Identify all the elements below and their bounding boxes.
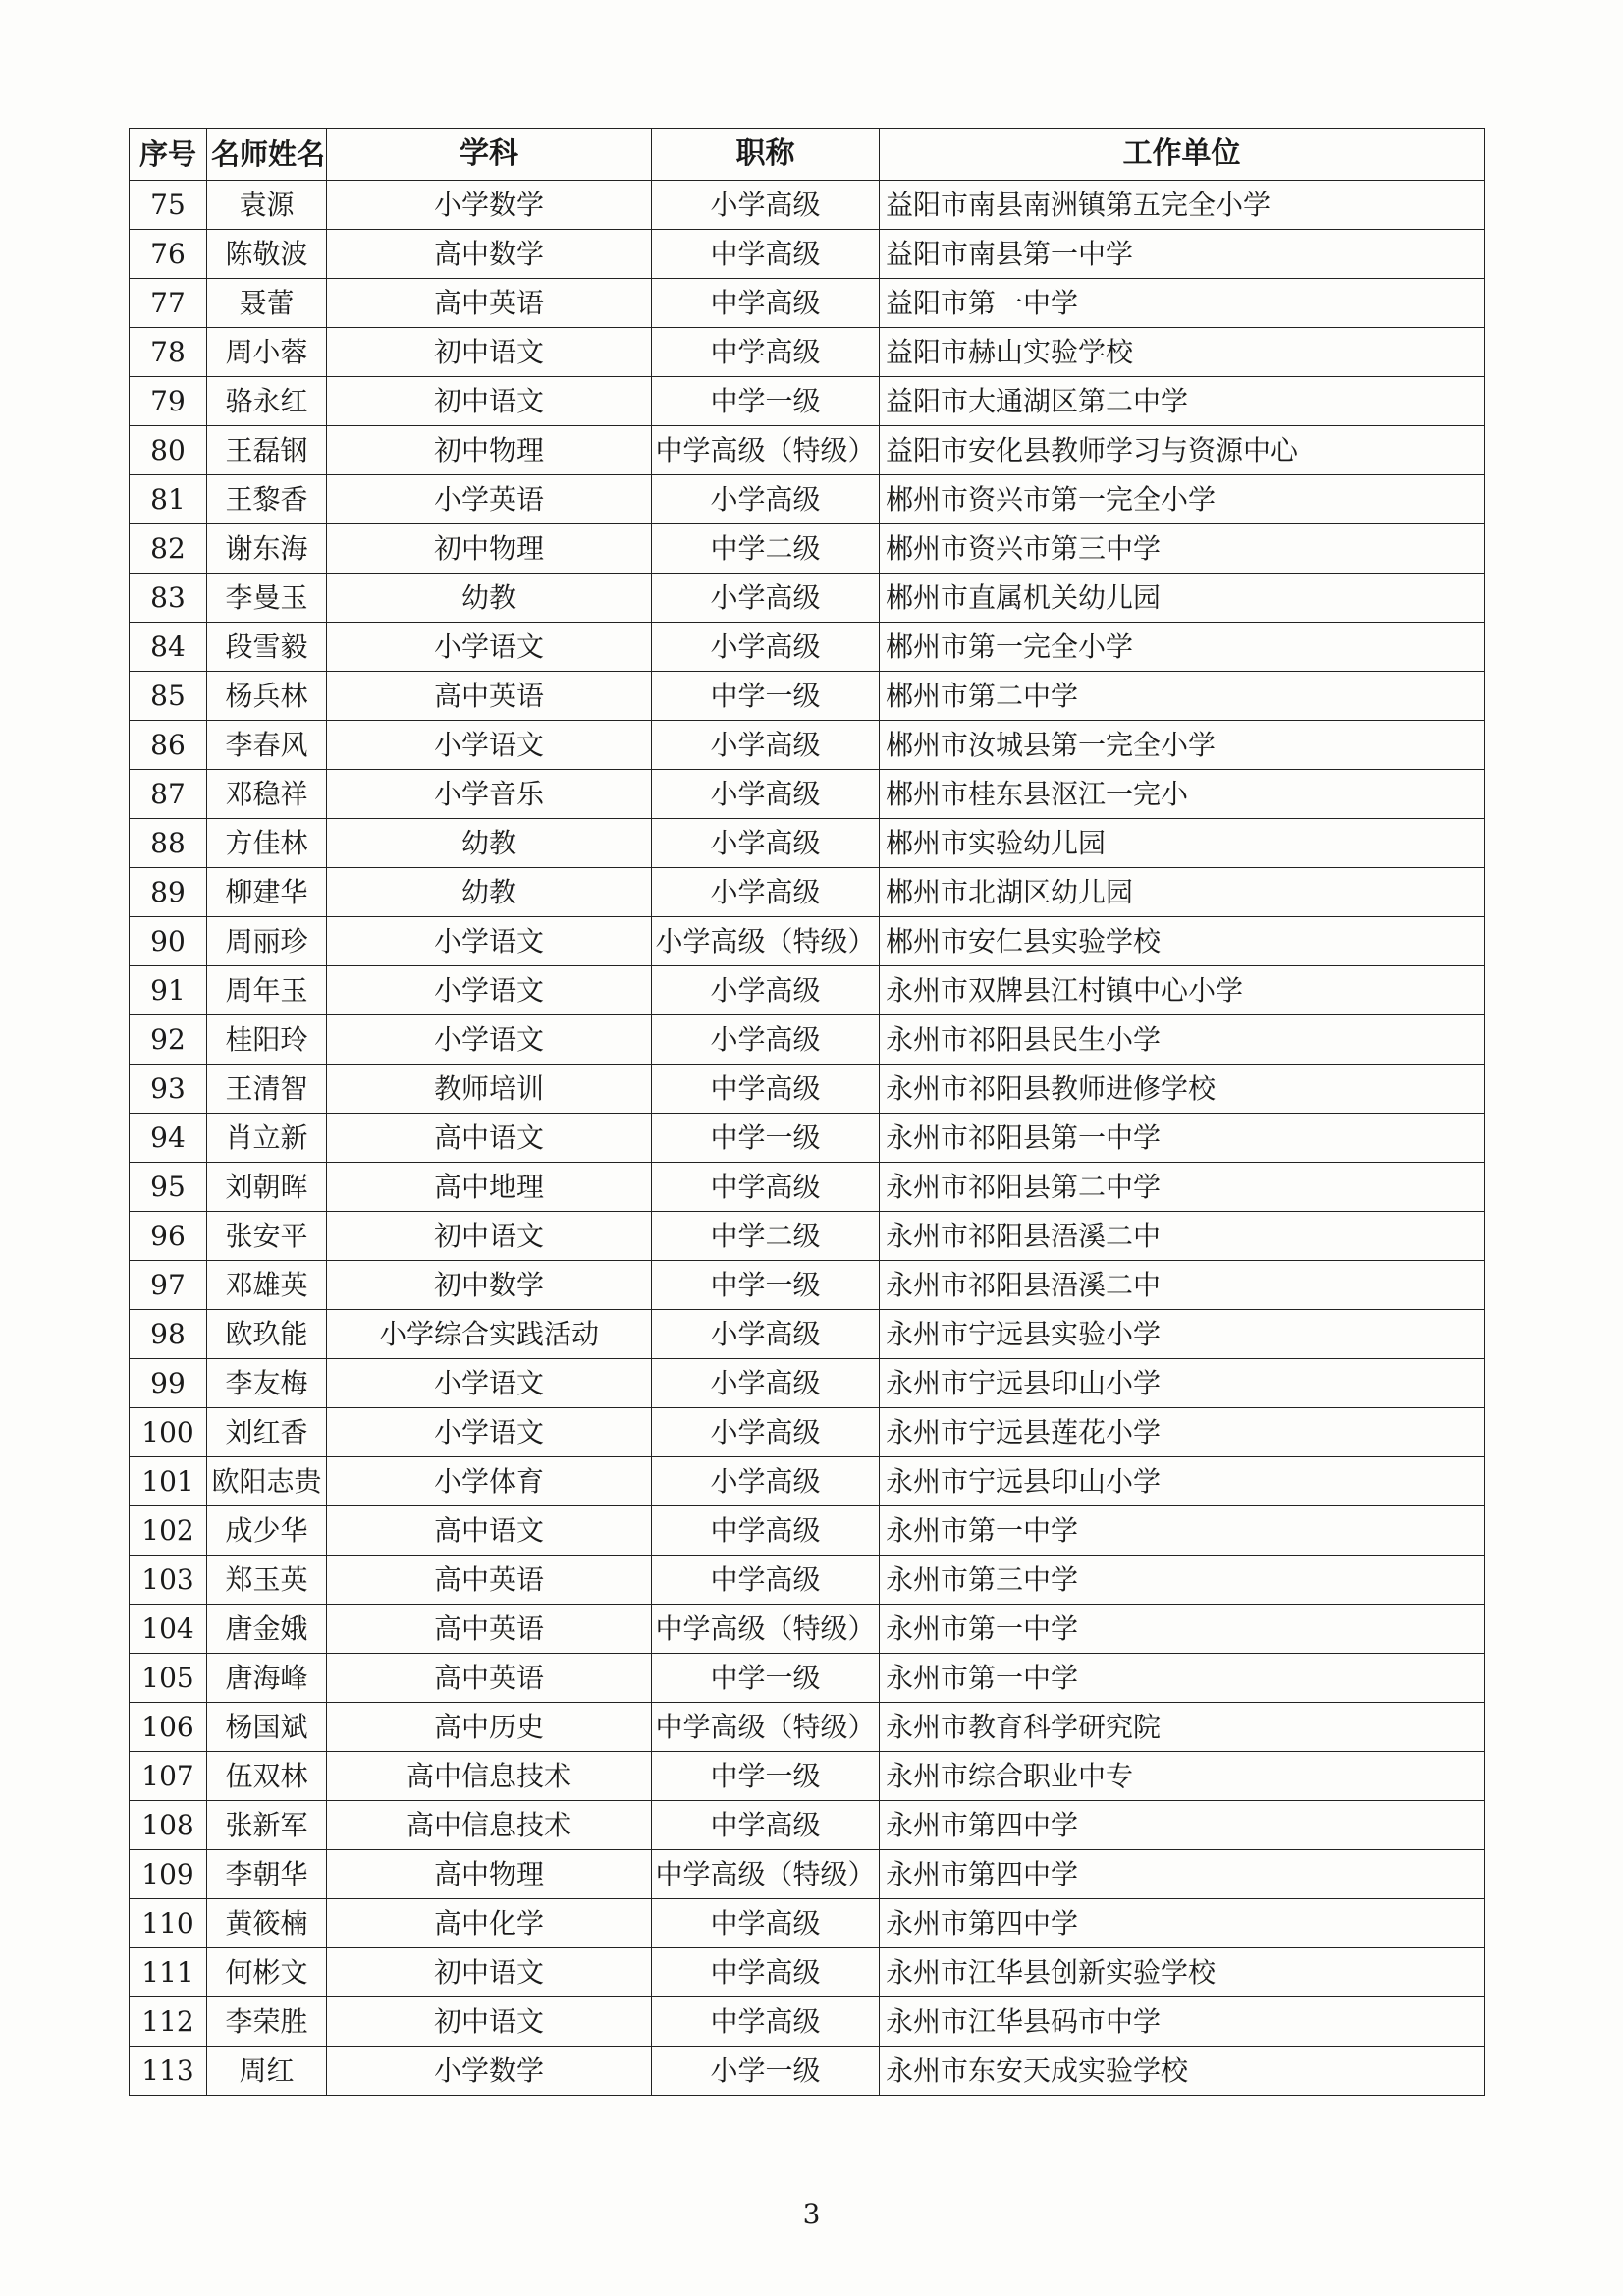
work-unit-cell: 永州市第四中学 [880, 1899, 1485, 1948]
table-row [130, 1457, 1485, 1506]
subject-cell: 高中信息技术 [327, 1801, 652, 1850]
row-number: 92 [130, 1015, 207, 1065]
row-number: 88 [130, 819, 207, 868]
table-row [130, 770, 1485, 819]
row-number: 104 [130, 1605, 207, 1654]
row-number: 100 [130, 1408, 207, 1457]
subject-cell: 高中英语 [327, 672, 652, 721]
teacher-name: 成少华 [207, 1506, 327, 1556]
subject-cell: 高中语文 [327, 1114, 652, 1163]
table-row [130, 1752, 1485, 1801]
table-row [130, 328, 1485, 377]
title-cell: 中学高级 [652, 1506, 880, 1556]
title-cell: 中学高级（特级） [652, 1850, 880, 1899]
teacher-name: 方佳林 [207, 819, 327, 868]
teacher-name: 李友梅 [207, 1359, 327, 1408]
teacher-name: 周丽珍 [207, 917, 327, 966]
row-number: 94 [130, 1114, 207, 1163]
title-cell: 小学高级 [652, 966, 880, 1015]
table-body [130, 181, 1485, 2096]
teacher-name: 张新军 [207, 1801, 327, 1850]
row-number: 107 [130, 1752, 207, 1801]
work-unit-cell: 永州市第一中学 [880, 1654, 1485, 1703]
title-cell: 小学高级 [652, 574, 880, 623]
work-unit-cell: 郴州市实验幼儿园 [880, 819, 1485, 868]
teacher-roster-table [129, 128, 1485, 2096]
subject-cell: 小学语文 [327, 1359, 652, 1408]
table-row [130, 1948, 1485, 1997]
row-number: 75 [130, 181, 207, 230]
work-unit-cell: 郴州市汝城县第一完全小学 [880, 721, 1485, 770]
teacher-name: 李荣胜 [207, 1997, 327, 2047]
table-row [130, 966, 1485, 1015]
subject-cell: 小学语文 [327, 1408, 652, 1457]
teacher-name: 周小蓉 [207, 328, 327, 377]
work-unit-cell: 郴州市资兴市第三中学 [880, 524, 1485, 574]
header-name: 名师姓名 [207, 129, 327, 181]
row-number: 80 [130, 426, 207, 475]
subject-cell: 初中物理 [327, 524, 652, 574]
teacher-name: 伍双林 [207, 1752, 327, 1801]
subject-cell: 初中语文 [327, 1212, 652, 1261]
subject-cell: 初中物理 [327, 426, 652, 475]
table-row [130, 279, 1485, 328]
teacher-name: 邓雄英 [207, 1261, 327, 1310]
table-row [130, 868, 1485, 917]
subject-cell: 高中英语 [327, 1605, 652, 1654]
title-cell: 小学一级 [652, 2047, 880, 2096]
work-unit-cell: 永州市宁远县实验小学 [880, 1310, 1485, 1359]
subject-cell: 小学音乐 [327, 770, 652, 819]
row-number: 77 [130, 279, 207, 328]
table-row [130, 1359, 1485, 1408]
title-cell: 中学高级（特级） [652, 1703, 880, 1752]
table-row [130, 426, 1485, 475]
row-number: 85 [130, 672, 207, 721]
row-number: 95 [130, 1163, 207, 1212]
title-cell: 中学二级 [652, 1212, 880, 1261]
table-row [130, 1850, 1485, 1899]
work-unit-cell: 郴州市安仁县实验学校 [880, 917, 1485, 966]
row-number: 103 [130, 1556, 207, 1605]
teacher-name: 唐金娥 [207, 1605, 327, 1654]
table-row [130, 1015, 1485, 1065]
subject-cell: 小学语文 [327, 623, 652, 672]
title-cell: 中学一级 [652, 1114, 880, 1163]
work-unit-cell: 益阳市赫山实验学校 [880, 328, 1485, 377]
subject-cell: 小学语文 [327, 917, 652, 966]
work-unit-cell: 永州市祁阳县浯溪二中 [880, 1212, 1485, 1261]
title-cell: 中学一级 [652, 1752, 880, 1801]
work-unit-cell: 永州市第一中学 [880, 1605, 1485, 1654]
work-unit-cell: 永州市宁远县莲花小学 [880, 1408, 1485, 1457]
work-unit-cell: 永州市祁阳县浯溪二中 [880, 1261, 1485, 1310]
teacher-name: 陈敬波 [207, 230, 327, 279]
work-unit-cell: 永州市第一中学 [880, 1506, 1485, 1556]
title-cell: 中学高级 [652, 1997, 880, 2047]
page-number: 3 [802, 2198, 821, 2230]
work-unit-cell: 永州市东安天成实验学校 [880, 2047, 1485, 2096]
title-cell: 小学高级（特级） [652, 917, 880, 966]
teacher-name: 刘朝晖 [207, 1163, 327, 1212]
work-unit-cell: 永州市教育科学研究院 [880, 1703, 1485, 1752]
title-cell: 小学高级 [652, 1359, 880, 1408]
row-number: 84 [130, 623, 207, 672]
subject-cell: 高中物理 [327, 1850, 652, 1899]
work-unit-cell: 益阳市南县南洲镇第五完全小学 [880, 181, 1485, 230]
title-cell: 中学高级 [652, 230, 880, 279]
subject-cell: 小学语文 [327, 966, 652, 1015]
subject-cell: 初中语文 [327, 1997, 652, 2047]
row-number: 79 [130, 377, 207, 426]
table-row [130, 1703, 1485, 1752]
work-unit-cell: 永州市综合职业中专 [880, 1752, 1485, 1801]
subject-cell: 小学数学 [327, 181, 652, 230]
table-row [130, 1997, 1485, 2047]
table-row [130, 1163, 1485, 1212]
table-row [130, 1114, 1485, 1163]
row-number: 109 [130, 1850, 207, 1899]
subject-cell: 小学数学 [327, 2047, 652, 2096]
table-row [130, 2047, 1485, 2096]
subject-cell: 初中语文 [327, 377, 652, 426]
work-unit-cell: 永州市祁阳县民生小学 [880, 1015, 1485, 1065]
teacher-name: 柳建华 [207, 868, 327, 917]
title-cell: 中学高级（特级） [652, 1605, 880, 1654]
table-row [130, 672, 1485, 721]
title-cell: 中学高级 [652, 1801, 880, 1850]
subject-cell: 小学体育 [327, 1457, 652, 1506]
subject-cell: 幼教 [327, 868, 652, 917]
teacher-name: 肖立新 [207, 1114, 327, 1163]
subject-cell: 高中信息技术 [327, 1752, 652, 1801]
title-cell: 中学高级 [652, 328, 880, 377]
teacher-name: 袁源 [207, 181, 327, 230]
title-cell: 小学高级 [652, 868, 880, 917]
table-row [130, 574, 1485, 623]
title-cell: 小学高级 [652, 181, 880, 230]
row-number: 102 [130, 1506, 207, 1556]
subject-cell: 高中历史 [327, 1703, 652, 1752]
teacher-name: 李曼玉 [207, 574, 327, 623]
table-row [130, 819, 1485, 868]
row-number: 110 [130, 1899, 207, 1948]
work-unit-cell: 永州市宁远县印山小学 [880, 1457, 1485, 1506]
table-row [130, 1899, 1485, 1948]
work-unit-cell: 永州市第四中学 [880, 1801, 1485, 1850]
table-row [130, 1212, 1485, 1261]
row-number: 113 [130, 2047, 207, 2096]
teacher-name: 何彬文 [207, 1948, 327, 1997]
teacher-name: 聂蕾 [207, 279, 327, 328]
teacher-name: 张安平 [207, 1212, 327, 1261]
subject-cell: 高中英语 [327, 1654, 652, 1703]
title-cell: 中学高级 [652, 1948, 880, 1997]
subject-cell: 高中地理 [327, 1163, 652, 1212]
title-cell: 小学高级 [652, 721, 880, 770]
teacher-name: 王黎香 [207, 475, 327, 524]
work-unit-cell: 永州市第四中学 [880, 1850, 1485, 1899]
teacher-name: 李朝华 [207, 1850, 327, 1899]
row-number: 97 [130, 1261, 207, 1310]
teacher-name: 段雪毅 [207, 623, 327, 672]
title-cell: 小学高级 [652, 1408, 880, 1457]
table-row [130, 1654, 1485, 1703]
row-number: 108 [130, 1801, 207, 1850]
row-number: 101 [130, 1457, 207, 1506]
subject-cell: 幼教 [327, 574, 652, 623]
subject-cell: 高中英语 [327, 279, 652, 328]
row-number: 86 [130, 721, 207, 770]
work-unit-cell: 郴州市第二中学 [880, 672, 1485, 721]
teacher-name: 谢东海 [207, 524, 327, 574]
row-number: 111 [130, 1948, 207, 1997]
table-row [130, 1408, 1485, 1457]
row-number: 91 [130, 966, 207, 1015]
subject-cell: 高中化学 [327, 1899, 652, 1948]
teacher-name: 骆永红 [207, 377, 327, 426]
work-unit-cell: 益阳市第一中学 [880, 279, 1485, 328]
subject-cell: 教师培训 [327, 1065, 652, 1114]
title-cell: 中学一级 [652, 1261, 880, 1310]
row-number: 89 [130, 868, 207, 917]
subject-cell: 初中语文 [327, 1948, 652, 1997]
teacher-name: 黄筱楠 [207, 1899, 327, 1948]
subject-cell: 高中英语 [327, 1556, 652, 1605]
work-unit-cell: 郴州市桂东县沤江一完小 [880, 770, 1485, 819]
work-unit-cell: 永州市宁远县印山小学 [880, 1359, 1485, 1408]
table-row [130, 623, 1485, 672]
teacher-name: 王清智 [207, 1065, 327, 1114]
title-cell: 中学高级 [652, 279, 880, 328]
title-cell: 小学高级 [652, 475, 880, 524]
subject-cell: 初中语文 [327, 328, 652, 377]
teacher-name: 欧玖能 [207, 1310, 327, 1359]
title-cell: 中学高级（特级） [652, 426, 880, 475]
row-number: 78 [130, 328, 207, 377]
title-cell: 中学高级 [652, 1899, 880, 1948]
teacher-name: 王磊钢 [207, 426, 327, 475]
table-row [130, 475, 1485, 524]
teacher-name: 欧阳志贵 [207, 1457, 327, 1506]
table-row [130, 1261, 1485, 1310]
work-unit-cell: 郴州市资兴市第一完全小学 [880, 475, 1485, 524]
title-cell: 中学一级 [652, 1654, 880, 1703]
teacher-name: 杨国斌 [207, 1703, 327, 1752]
title-cell: 中学二级 [652, 524, 880, 574]
title-cell: 小学高级 [652, 1310, 880, 1359]
header-subject: 学科 [327, 129, 652, 181]
title-cell: 中学一级 [652, 377, 880, 426]
teacher-name: 周年玉 [207, 966, 327, 1015]
work-unit-cell: 郴州市第一完全小学 [880, 623, 1485, 672]
work-unit-cell: 益阳市大通湖区第二中学 [880, 377, 1485, 426]
row-number: 81 [130, 475, 207, 524]
subject-cell: 初中数学 [327, 1261, 652, 1310]
header-num: 序号 [130, 129, 207, 181]
table-row [130, 181, 1485, 230]
teacher-name: 邓稳祥 [207, 770, 327, 819]
table-row [130, 1310, 1485, 1359]
title-cell: 小学高级 [652, 1457, 880, 1506]
row-number: 90 [130, 917, 207, 966]
subject-cell: 幼教 [327, 819, 652, 868]
table-row [130, 230, 1485, 279]
subject-cell: 高中数学 [327, 230, 652, 279]
table-row [130, 377, 1485, 426]
header-title: 职称 [652, 129, 880, 181]
table-header-row [130, 129, 1485, 181]
header-unit: 工作单位 [880, 129, 1485, 181]
work-unit-cell: 永州市祁阳县教师进修学校 [880, 1065, 1485, 1114]
row-number: 99 [130, 1359, 207, 1408]
teacher-name: 周红 [207, 2047, 327, 2096]
teacher-name: 刘红香 [207, 1408, 327, 1457]
work-unit-cell: 郴州市直属机关幼儿园 [880, 574, 1485, 623]
teacher-name: 杨兵林 [207, 672, 327, 721]
title-cell: 小学高级 [652, 623, 880, 672]
title-cell: 小学高级 [652, 819, 880, 868]
subject-cell: 小学英语 [327, 475, 652, 524]
work-unit-cell: 永州市祁阳县第一中学 [880, 1114, 1485, 1163]
table-row [130, 917, 1485, 966]
row-number: 83 [130, 574, 207, 623]
work-unit-cell: 永州市祁阳县第二中学 [880, 1163, 1485, 1212]
table-row [130, 1506, 1485, 1556]
table-row [130, 721, 1485, 770]
work-unit-cell: 永州市江华县创新实验学校 [880, 1948, 1485, 1997]
title-cell: 小学高级 [652, 1015, 880, 1065]
work-unit-cell: 郴州市北湖区幼儿园 [880, 868, 1485, 917]
table-row [130, 1065, 1485, 1114]
table-row [130, 1556, 1485, 1605]
title-cell: 中学高级 [652, 1065, 880, 1114]
row-number: 93 [130, 1065, 207, 1114]
work-unit-cell: 益阳市南县第一中学 [880, 230, 1485, 279]
subject-cell: 高中语文 [327, 1506, 652, 1556]
row-number: 105 [130, 1654, 207, 1703]
teacher-name: 李春风 [207, 721, 327, 770]
work-unit-cell: 永州市第三中学 [880, 1556, 1485, 1605]
subject-cell: 小学语文 [327, 1015, 652, 1065]
row-number: 98 [130, 1310, 207, 1359]
title-cell: 中学高级 [652, 1163, 880, 1212]
table-row [130, 1801, 1485, 1850]
title-cell: 小学高级 [652, 770, 880, 819]
teacher-name: 桂阳玲 [207, 1015, 327, 1065]
work-unit-cell: 益阳市安化县教师学习与资源中心 [880, 426, 1485, 475]
row-number: 76 [130, 230, 207, 279]
title-cell: 中学一级 [652, 672, 880, 721]
table-row [130, 524, 1485, 574]
teacher-name: 唐海峰 [207, 1654, 327, 1703]
row-number: 82 [130, 524, 207, 574]
title-cell: 中学高级 [652, 1556, 880, 1605]
subject-cell: 小学综合实践活动 [327, 1310, 652, 1359]
work-unit-cell: 永州市双牌县江村镇中心小学 [880, 966, 1485, 1015]
row-number: 96 [130, 1212, 207, 1261]
work-unit-cell: 永州市江华县码市中学 [880, 1997, 1485, 2047]
table-row [130, 1605, 1485, 1654]
row-number: 112 [130, 1997, 207, 2047]
subject-cell: 小学语文 [327, 721, 652, 770]
row-number: 87 [130, 770, 207, 819]
teacher-name: 郑玉英 [207, 1556, 327, 1605]
row-number: 106 [130, 1703, 207, 1752]
